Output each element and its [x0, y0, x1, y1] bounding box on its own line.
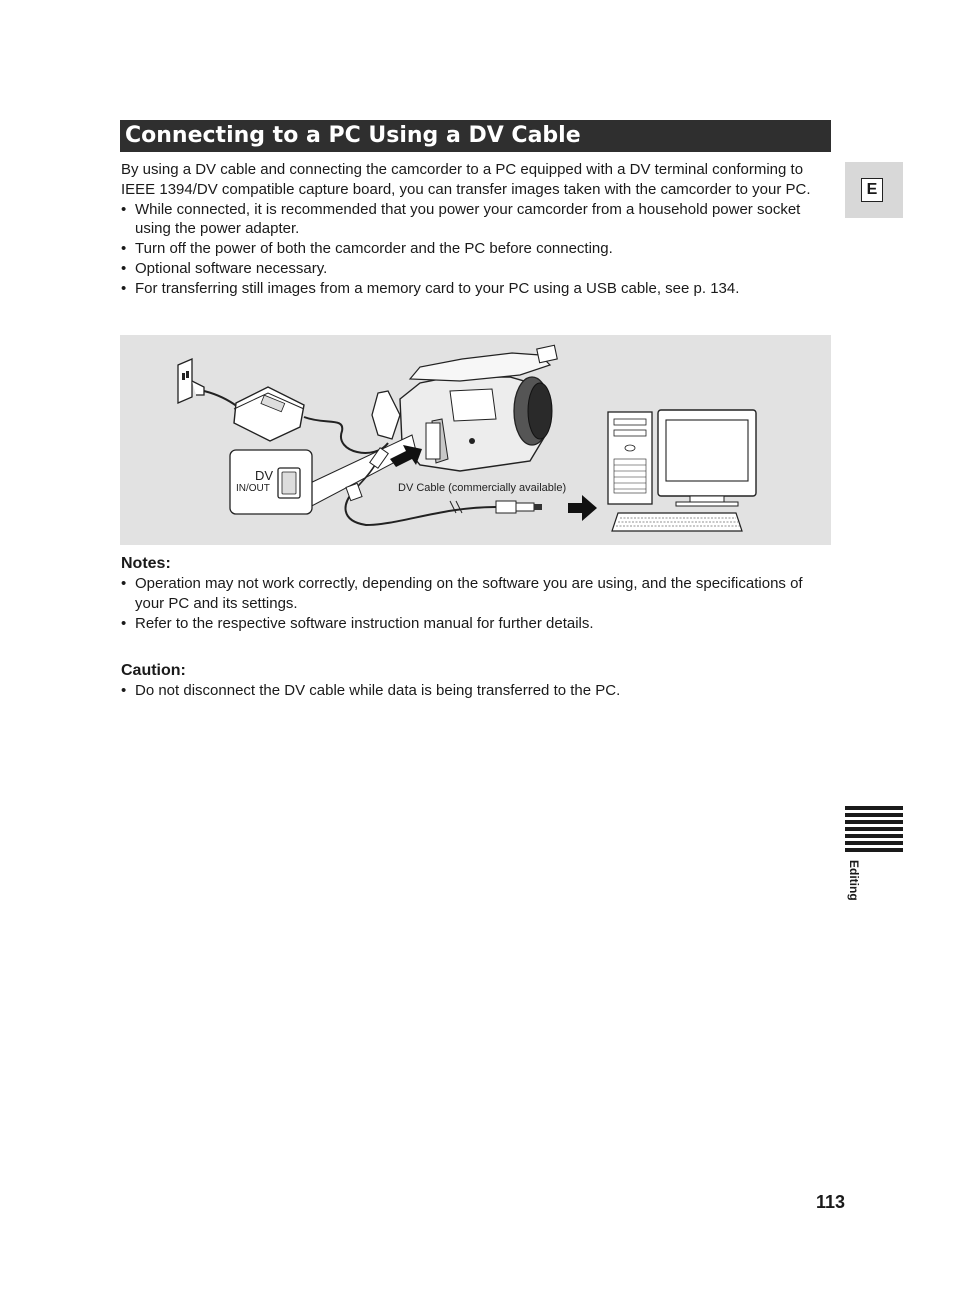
notes-list: [121, 574, 821, 633]
arrow-right-icon: [568, 495, 597, 521]
list-item: • Do not disconnect the DV cable while data is being transferred to the PC.: [121, 681, 821, 701]
dv-label: DV: [255, 468, 274, 483]
list-item: • While connected, it is recommended that you power your camcorder from a household power socket using the power adapter.: [121, 200, 821, 240]
pc-tower-icon: [608, 412, 652, 504]
intro-section: [121, 160, 821, 299]
cable-caption: DV Cable (commercially available): [398, 482, 567, 494]
list-item: • Turn off the power of both the camcorder and the PC before connecting.: [121, 239, 821, 259]
section-title-bar: [120, 120, 831, 152]
list-item: • For transferring still images from a memory card to your PC using a USB cable, see p. 134.: [121, 279, 821, 299]
monitor-icon: [658, 410, 756, 506]
connection-illustration: [120, 335, 831, 545]
section-label: Editing: [847, 860, 861, 901]
wall-outlet-icon: [178, 359, 192, 403]
power-adapter-icon: [234, 387, 304, 441]
connection-diagram: [120, 335, 831, 545]
notes-heading: Notes:: [121, 555, 171, 572]
notes-section: [121, 554, 821, 633]
list-item: • Refer to the respective software instruction manual for further details.: [121, 614, 821, 634]
page-number: 113: [816, 1192, 846, 1212]
intro-paragraph: By using a DV cable and connecting the camcorder to a PC equipped with a DV terminal conforming to IEEE 1394/DV compatible capture board, you can transfer images taken with the camcorder to your PC.: [121, 161, 811, 198]
dv-sublabel: IN/OUT: [236, 483, 270, 494]
list-item: • Operation may not work correctly, depending on the software you are using, and the specifications of your PC and its settings.: [121, 574, 821, 614]
keyboard-icon: [612, 513, 742, 531]
section-stripes: [845, 806, 903, 851]
caution-list: [121, 681, 821, 701]
caution-heading: Caution:: [121, 662, 186, 679]
language-tab: [845, 162, 903, 218]
list-item: • Optional software necessary.: [121, 259, 821, 279]
caution-section: [121, 661, 821, 701]
language-tab-label: E: [861, 178, 883, 202]
page-title: Connecting to a PC Using a DV Cable: [125, 123, 581, 148]
instruction-list: [121, 200, 821, 299]
